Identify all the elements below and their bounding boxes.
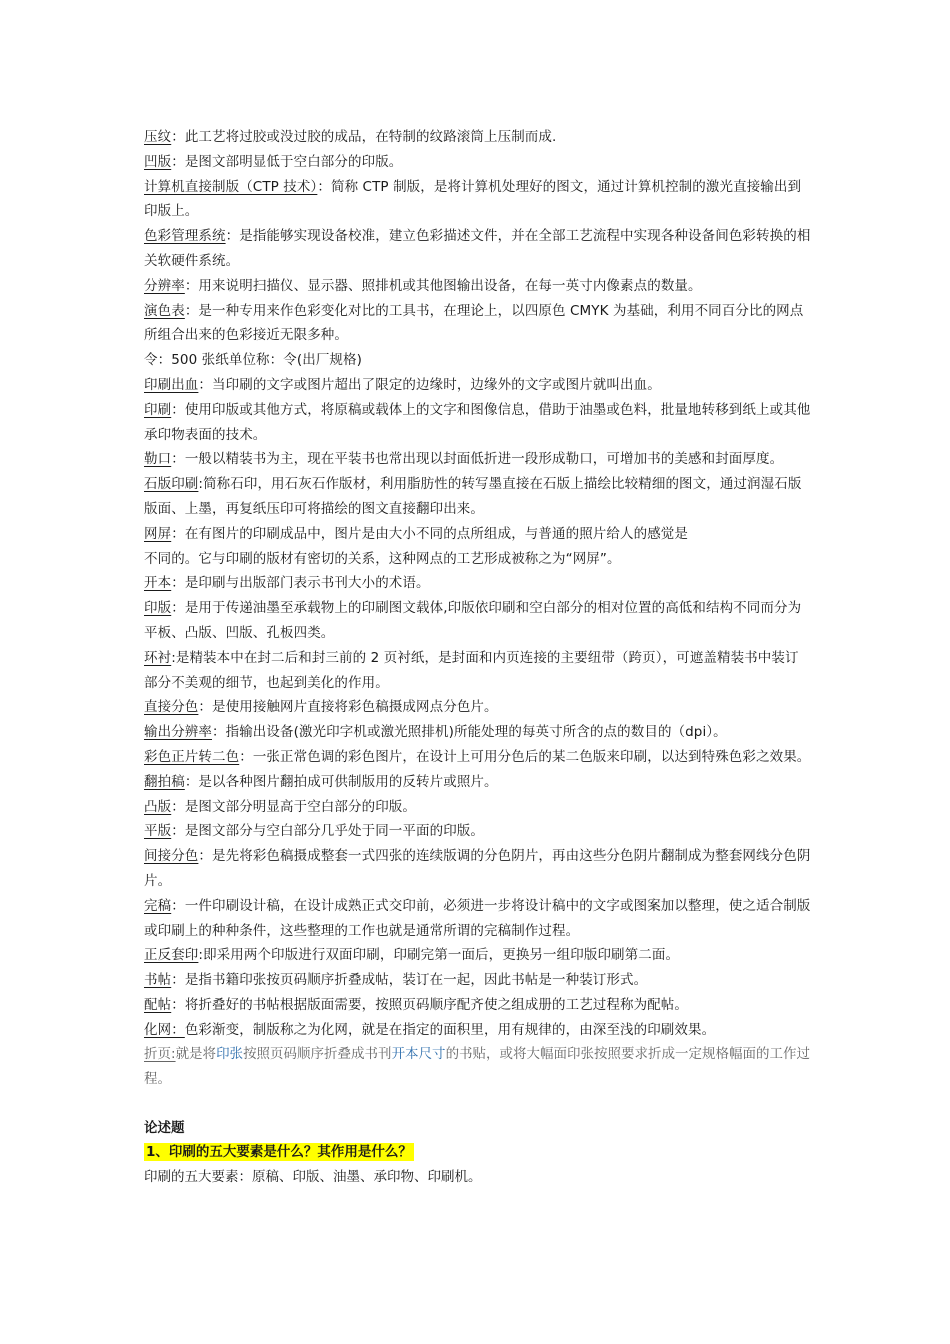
definition-text: 是图文部分明显高于空白部分的印版。: [184, 798, 417, 815]
definition-text: 令：500 张纸单位称：令(出厂规格): [144, 352, 362, 369]
link-yinzhang[interactable]: 印张: [216, 1046, 244, 1062]
definition-entry: [144, 224, 812, 274]
question-highlight: 1、印刷的五大要素是什么？其作用是什么？: [146, 1144, 412, 1161]
definition-text: 是使用接触网片直接将彩色稿摄成网点分色片。: [212, 699, 498, 716]
definition-text: 一般以精装书为主，现在平装书也常出现以封面低折进一段形成勒口，可增加书的美感和封面厚度。: [184, 451, 784, 468]
term-label: 翻拍稿: [144, 773, 185, 790]
term-label: 正反套印: [144, 947, 199, 964]
definition-text: 一张正常色调的彩色图片，在设计上可用分色后的某二色版来印刷，以达到特殊色彩之效果。: [252, 748, 811, 765]
definition-entry: [144, 720, 812, 745]
definition-text: 使用印版或其他方式，将原稿或载体上的文字和图像信息，借助于油墨或色料，批量地转移到纸上或其他承印物表面的技术。: [144, 401, 811, 443]
definition-text: 即采用两个印版进行双面印刷，印刷完第一面后，更换另一组印版印刷第二面。: [203, 947, 680, 964]
definition-entry: [144, 398, 812, 448]
definition-text: 是一种专用来作色彩变化对比的工具书，在理论上，以四原色 CMYK 为基础，利用不同百分比的网点所组合出来的色彩接近无限多种。: [144, 302, 804, 344]
term-label: 压纹: [144, 129, 172, 145]
term-label: 输出分辨率: [144, 724, 212, 741]
term-separator: ：: [171, 600, 185, 617]
term-separator: ：: [171, 823, 185, 840]
term-separator: ：: [171, 897, 185, 914]
definition-entry: [144, 646, 812, 696]
term-separator: :: [171, 649, 176, 666]
definition-entry: [144, 571, 812, 596]
definition-entry: [144, 596, 812, 646]
document-tail: [144, 1042, 812, 1190]
term-label: 直接分色: [144, 699, 199, 716]
link-kaiben-chicun[interactable]: 开本尺寸: [391, 1046, 446, 1062]
term-label: 间接分色: [144, 848, 199, 865]
term-separator: ：: [239, 748, 253, 765]
definition-text: 是指书籍印张按页码顺序折叠成帖，装订在一起，因此书帖是一种装订形式。: [184, 972, 648, 989]
definition-entry: [144, 695, 812, 720]
term-label: 演色表: [144, 302, 185, 319]
term-label: 书帖: [144, 972, 172, 989]
definition-text: 此工艺将过胶或没过胶的成品，在特制的纹路滚筒上压制而成.: [184, 129, 557, 145]
definition-entry: [144, 993, 812, 1018]
term-label: 配帖: [144, 996, 172, 1013]
term-label: 折页:: [144, 1046, 176, 1062]
definition-text: 色彩渐变，制版称之为化网，就是在指定的面积里，用有规律的，由深至浅的印刷效果。: [184, 1021, 716, 1038]
definition-entry: [144, 299, 812, 349]
term-separator: ：: [225, 228, 240, 245]
definition-entry: [144, 745, 812, 770]
definition-entry: [144, 894, 812, 944]
definition-text: 简称石印，用石灰石作版材，利用脂肪性的转写墨直接在石版上描绘比较精细的图文，通过润湿石版版面、上墨，再复纸压印可将描绘的图文直接翻印出来。: [144, 476, 802, 517]
term-separator: ：: [317, 178, 331, 195]
definition-text: 将折叠好的书帖根据版面需要，按照页码顺序配齐使之组成册的工艺过程称为配帖。: [184, 996, 689, 1013]
term-label: 平版: [144, 823, 172, 840]
definition-text: 在有图片的印刷成品中，图片是由大小不同的点所组成，与普通的照片给人的感觉是: [184, 525, 689, 542]
term-separator: ：: [198, 376, 213, 393]
term-label: 彩色正片转二色: [144, 748, 240, 765]
term-separator: ：: [184, 277, 199, 294]
term-separator: ：: [171, 129, 185, 145]
definition-text: 是精装本中在封二后和封三前的 2 页衬纸，是封面和内页连接的主要纽带（跨页），可遮盖精装书中装订部分不美观的细节，也起到美化的作用。: [144, 649, 799, 691]
definition-entry: [144, 125, 812, 150]
definition-entry: [144, 274, 812, 299]
definition-text: 当印刷的文字或图片超出了限定的边缘时，边缘外的文字或图片就叫出血。: [212, 376, 661, 393]
definition-text: 简称 CTP 制版，是将计算机处理好的图文，通过计算机控制的激光直接输出到印版上。: [144, 178, 802, 220]
definition-entry: [144, 522, 812, 572]
section-title: 论述题: [144, 1119, 185, 1136]
term-separator: ：: [184, 773, 199, 790]
term-label: 印刷: [144, 401, 172, 418]
definition-text: 指输出设备(激光印字机或激光照排机)所能处理的每英寸所含的点的数目的（dpi）。: [225, 724, 727, 741]
term-separator: ：: [171, 575, 185, 592]
term-separator: ：: [198, 848, 213, 865]
term-separator: ：: [171, 972, 185, 989]
definition-entry: [144, 943, 812, 968]
term-label: 印版: [144, 600, 172, 617]
term-label: 化网：: [144, 1021, 185, 1038]
term-label: 凸版: [144, 798, 172, 815]
term-label: 色彩管理系统: [144, 228, 226, 245]
definition-text: 一件印刷设计稿，在设计成熟正式交印前，必须进一步将设计稿中的文字或图案加以整理，使之适合制版或印刷上的种种条件，这些整理的工作也就是通常所谓的完稿制作过程。: [144, 897, 811, 939]
definition-entry: [144, 770, 812, 795]
term-separator: ：: [171, 798, 185, 815]
definition-text: 是先将彩色稿摄成整套一式四张的连续版调的分色阴片，再由这些分色阴片翻制成为整套网线分色阴片。: [144, 848, 811, 889]
term-label: 网屏: [144, 525, 172, 542]
definition-entry: [144, 1018, 812, 1043]
definition-entry: [144, 175, 812, 225]
definition-text-continued: 不同的。它与印刷的版材有密切的关系，这种网点的工艺形成被称之为“网屏”。: [144, 550, 621, 567]
term-separator: ：: [171, 996, 185, 1013]
definition-entry: [144, 447, 812, 472]
term-separator: ：: [171, 525, 185, 542]
definition-text: 用来说明扫描仪、显示器、照排机或其他图输出设备，在每一英寸内像素点的数量。: [198, 277, 702, 294]
definition-entry-zheye: 折页:就是将印张按照页码顺序折叠成书刊开本尺寸的书贴，或将大幅面印张按照要求折成一定规格幅面的工作过程。: [144, 1046, 811, 1087]
definition-text: 是图文部分与空白部分几乎处于同一平面的印版。: [184, 823, 485, 840]
definition-text: 是图文部明显低于空白部分的印版。: [184, 153, 403, 170]
definition-text: 是印刷与出版部门表示书刊大小的术语。: [184, 575, 430, 592]
answer-line: 印刷的五大要素：原稿、印版、油墨、承印物、印刷机。: [144, 1169, 482, 1186]
term-separator: ：: [171, 401, 185, 418]
term-label: 石版印刷: [144, 476, 199, 493]
definition-entry: [144, 348, 812, 373]
definition-entry: [144, 844, 812, 894]
definition-entry: [144, 150, 812, 175]
definition-text: 是以各种图片翻拍成可供制版用的反转片或照片。: [198, 773, 498, 790]
definition-entry: [144, 373, 812, 398]
definition-text: 是指能够实现设备校准，建立色彩描述文件，并在全部工艺流程中实现各种设备间色彩转换的相关软硬件系统。: [144, 228, 811, 269]
definition-entry: [144, 795, 812, 820]
term-label: 分辨率: [144, 277, 185, 294]
term-label: 环衬: [144, 649, 172, 666]
term-label: 计算机直接制版（CTP 技术）: [144, 178, 318, 195]
document-body: [144, 125, 812, 1042]
term-label: 开本: [144, 575, 172, 592]
definition-entry: [144, 968, 812, 993]
term-label: 勒口: [144, 451, 172, 468]
term-separator: :: [198, 947, 204, 964]
definition-entry: [144, 472, 812, 522]
term-separator: ：: [171, 451, 185, 468]
definition-text: 是用于传递油墨至承载物上的印刷图文载体,印版依印刷和空白部分的相对位置的高低和结构不同而分为平板、凸版、凹版、孔板四类。: [144, 600, 802, 641]
definition-entry: [144, 819, 812, 844]
term-label: 凹版: [144, 153, 172, 170]
term-separator: ：: [212, 724, 226, 741]
term-label: 完稿: [144, 897, 172, 914]
term-separator: ：: [198, 699, 213, 716]
term-separator: :: [198, 476, 204, 493]
term-separator: ：: [184, 302, 199, 319]
term-separator: ：: [171, 153, 185, 170]
term-label: 印刷出血: [144, 376, 199, 393]
question-line: [144, 1140, 812, 1165]
